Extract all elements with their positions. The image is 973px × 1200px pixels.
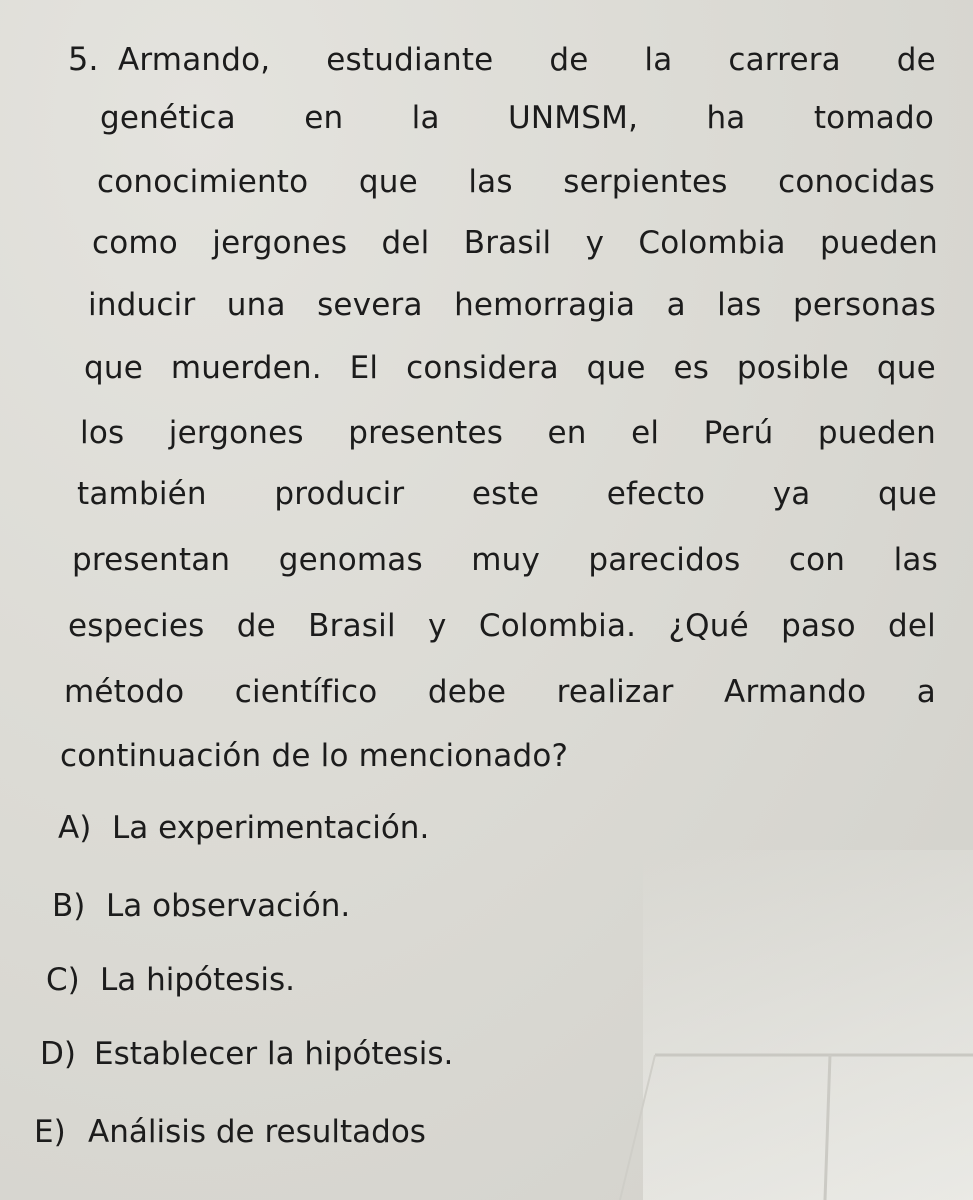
option-c[interactable] — [46, 960, 295, 1000]
word: genética — [100, 100, 236, 136]
word: científico — [234, 674, 378, 710]
word: UNMSM, — [508, 100, 639, 136]
option-text: La observación. — [106, 888, 351, 924]
option-letter: B) — [52, 888, 86, 924]
word: Colombia. — [478, 608, 637, 644]
word: a — [916, 674, 936, 710]
word: genomas — [278, 542, 423, 578]
word: de — [896, 42, 936, 78]
word: es — [673, 350, 710, 386]
word: Colombia — [638, 225, 786, 261]
question-line — [68, 606, 936, 646]
word: Armando — [724, 674, 867, 710]
option-letter: D) — [40, 1036, 76, 1072]
word: ¿Qué — [668, 608, 749, 644]
word: una — [226, 287, 286, 323]
word: los — [80, 415, 125, 451]
word: Brasil — [308, 608, 396, 644]
word: Perú — [703, 415, 774, 451]
word: el — [631, 415, 660, 451]
word: del — [381, 225, 430, 261]
word: pueden — [817, 415, 936, 451]
word: realizar — [556, 674, 674, 710]
question-line — [77, 474, 937, 514]
word: ha — [706, 100, 746, 136]
word: conocidas — [778, 164, 935, 200]
word: severa — [317, 287, 423, 323]
word: estudiante — [326, 42, 494, 78]
option-text: La experimentación. — [112, 810, 430, 846]
word: ya — [772, 476, 811, 512]
word: paso — [781, 608, 856, 644]
word: y — [585, 225, 605, 261]
word: jergones — [212, 225, 348, 261]
word: como — [92, 225, 178, 261]
word: carrera — [728, 42, 841, 78]
word: Armando, — [118, 42, 271, 78]
option-e[interactable] — [34, 1112, 426, 1152]
word: en — [547, 415, 587, 451]
question-line — [118, 40, 936, 80]
option-letter: E) — [34, 1114, 66, 1150]
word: que — [876, 350, 936, 386]
word: las — [468, 164, 513, 200]
word: con — [788, 542, 846, 578]
word: El — [349, 350, 379, 386]
word: la — [411, 100, 440, 136]
option-a[interactable] — [58, 808, 429, 848]
word: jergones — [168, 415, 304, 451]
option-letter: A) — [58, 810, 92, 846]
word: considera — [406, 350, 559, 386]
word: Brasil — [463, 225, 552, 261]
word: hemorragia — [454, 287, 636, 323]
word: serpientes — [563, 164, 728, 200]
word: presentan — [72, 542, 231, 578]
word: parecidos — [588, 542, 741, 578]
word: producir — [274, 476, 405, 512]
question-line — [88, 285, 936, 325]
word: de — [236, 608, 276, 644]
word: que — [358, 164, 418, 200]
word: muerden. — [170, 350, 322, 386]
word: pueden — [819, 225, 938, 261]
question-line — [100, 98, 934, 138]
word: las — [717, 287, 762, 323]
question-number: 5. — [68, 40, 99, 78]
question-line — [84, 348, 936, 388]
word: método — [64, 674, 185, 710]
word: este — [471, 476, 540, 512]
word: también — [77, 476, 207, 512]
word: en — [304, 100, 344, 136]
question-line — [72, 540, 938, 580]
word: muy — [471, 542, 541, 578]
word: efecto — [606, 476, 706, 512]
word: que — [878, 476, 937, 512]
question-line — [64, 672, 936, 712]
word: especies — [68, 608, 205, 644]
word: que — [586, 350, 646, 386]
option-b[interactable] — [52, 886, 350, 926]
word: conocimiento — [97, 164, 309, 200]
word: del — [888, 608, 936, 644]
paper-glare — [643, 850, 973, 1200]
word: inducir — [88, 287, 196, 323]
word: debe — [427, 674, 507, 710]
word: presentes — [348, 415, 504, 451]
word: personas — [792, 287, 936, 323]
question-line: continuación de lo mencionado? — [60, 738, 569, 774]
word: a — [666, 287, 686, 323]
show-through-marks — [600, 1040, 973, 1200]
option-text: Establecer la hipótesis. — [94, 1036, 454, 1072]
word: posible — [736, 350, 850, 386]
question-line — [92, 223, 938, 263]
word: las — [893, 542, 938, 578]
question-line — [97, 162, 935, 202]
option-text: La hipótesis. — [100, 962, 296, 998]
word: tomado — [813, 100, 934, 136]
question-line — [80, 413, 936, 453]
option-letter: C) — [46, 962, 80, 998]
word: la — [644, 42, 673, 78]
option-d[interactable] — [40, 1034, 453, 1074]
word: y — [428, 608, 447, 644]
word: que — [84, 350, 143, 386]
word: de — [549, 42, 589, 78]
option-text: Análisis de resultados — [88, 1114, 426, 1150]
